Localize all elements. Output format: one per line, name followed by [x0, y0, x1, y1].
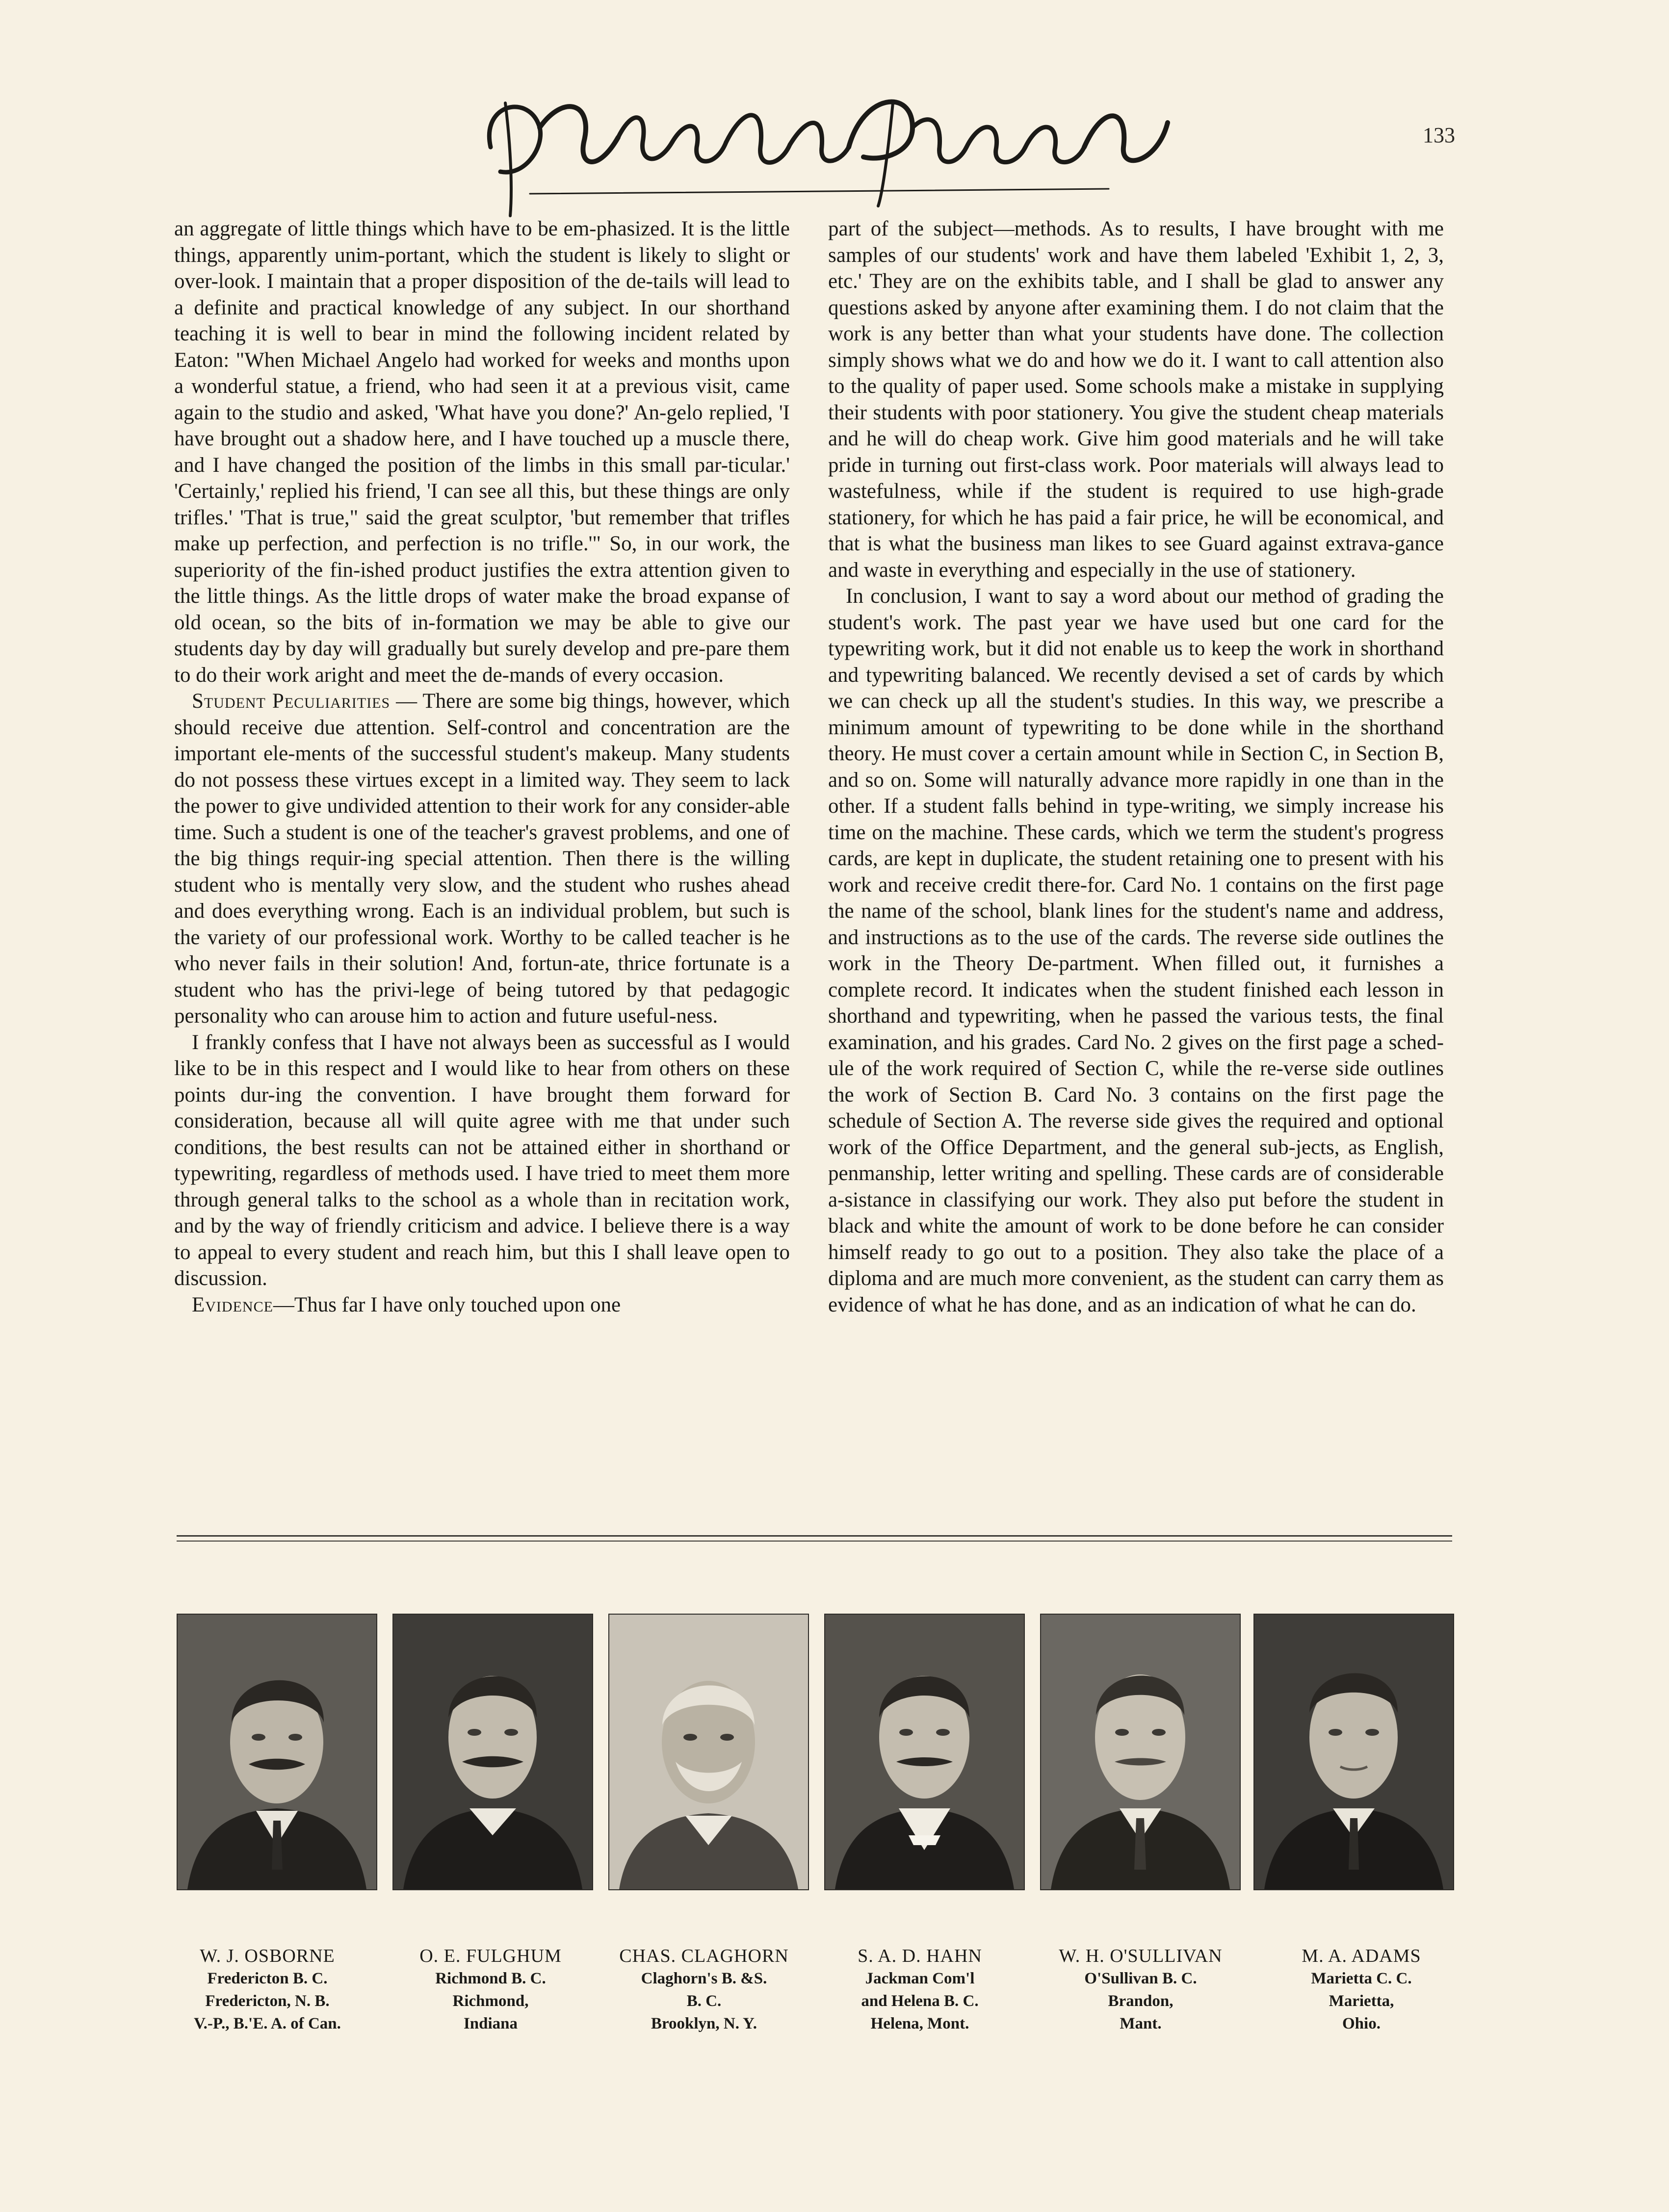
man-portrait-icon [609, 1615, 808, 1889]
paragraph-conclusion: In conclusion, I want to say a word about our method of grading the student's work. The past year we have used but one card for the typewriting work, but it did not enable us to keep the work in shorthand and typewriting balanced. We recently devised a set of cards by which we can check up all the student's studies. In this way, we prescribe a minimum amount of typewriting to be done while in the shorthand theory. He must cover a certain amount while in Section C, in Section B, and so on. Some will naturally advance more rapidly in one than in the other. If a student falls behind in type-writing, we simply increase his time on the machine. These cards, which we term the student's progress cards, are kept in duplicate, the student retaining one to present with his work and receive credit there-for. Card No. 1 contains on the first page the name of the school, blank lines for the student's name and address, and instructions as to the use of the cards. The reverse side outlines the work in the Theory De-partment. When filled out, it furnishes a complete record. It indicates when the student finished each lesson in shorthand and typewriting, when he passed the various tests, the final examination, and his grades. Card No. 2 gives on the first page a sched-ule of the work required of Section C, while the re-verse side outlines the work of Section B. Card No. 3 contains on the first page the schedule of Section A. The reverse side gives the required and optional work of the Office Department, and the general sub-jects, as English, penmanship, letter writing and spelling. These cards are of considerable a-sistance in classifying our work. They also put before the student in black and white the amount of work to be done before he can consider himself ready to go out to a position. They also take the place of a diploma and are much more convenient, as the student can carry them as evidence of what he has done, and as an indication of what he can do. [828, 585, 1444, 1316]
man-portrait-icon [393, 1615, 592, 1889]
caption-hahn [814, 1945, 1025, 2035]
caption-name: CHAS. CLAGHORN [619, 1946, 789, 1966]
portrait-captions [147, 1945, 1472, 2043]
divider-rule-top [177, 1535, 1452, 1537]
portrait-photo-claghorn [608, 1614, 809, 1890]
portrait-photo-fulghum [392, 1614, 593, 1890]
caption-fulghum [385, 1945, 596, 2035]
divider-rule-bottom [177, 1541, 1452, 1542]
text-student-peculiarities: — There are some big things, however, which should receive due attention. Self-control and concentration are the important ele-ments of the successful student's makeup. Many students do not possess these virtues except in a limited way. They seem to lack the power to give undivided attention to their work for any consider-able time. Such a student is one of the teacher's gravest problems, and one of the big things requir-ing special attention. Then there is the willing student who is mentally very slow, and the student who rushes ahead and does everything wrong. Each is an individual problem, but such is the variety of our professional work. Worthy to be called teacher is he who never fails in their solution! And, fortun-ate, thrice fortunate is a student who has the privi-lege of being tutored by that pedagogic personality who can arouse him to action and future useful-ness. [174, 690, 790, 1028]
man-portrait-icon [1254, 1615, 1453, 1889]
caption-name: S. A. D. HAHN [858, 1946, 982, 1966]
portrait-photo-osborne [177, 1614, 377, 1890]
portrait-photo-hahn [824, 1614, 1025, 1890]
section-divider [177, 1535, 1452, 1545]
caption-adams [1256, 1945, 1467, 2035]
caption-line: Richmond B. C. [435, 1970, 546, 1987]
caption-line: and Helena B. C. [861, 1992, 979, 2010]
portrait-photo-adams [1253, 1614, 1454, 1890]
caption-osullivan [1035, 1945, 1246, 2035]
man-portrait-icon [1041, 1615, 1240, 1889]
man-portrait-icon [825, 1615, 1024, 1889]
caption-line: Richmond, [452, 1992, 529, 2010]
caption-line: Mant. [1120, 2015, 1162, 2032]
portrait-photo-osullivan [1040, 1614, 1241, 1890]
page-number: 133 [1423, 123, 1455, 147]
caption-osborne [162, 1945, 373, 2035]
caption-line: Indiana [463, 2015, 518, 2032]
caption-line: Fredericton B. C. [207, 1970, 328, 1987]
text-evidence: —Thus far I have only touched upon one [273, 1293, 621, 1316]
caption-line: B. C. [686, 1992, 722, 2010]
caption-line: V.-P., B.'E. A. of Can. [194, 2015, 341, 2032]
portrait-row [177, 1614, 1452, 1888]
paragraph-evidence [174, 1292, 790, 1318]
masthead-logo [471, 74, 1182, 221]
western-penman-script-logo [471, 74, 1182, 221]
caption-line: Marietta C. C. [1311, 1970, 1412, 1987]
caption-line: Ohio. [1342, 2015, 1381, 2032]
caption-line: O'Sullivan B. C. [1084, 1970, 1197, 1987]
caption-name: O. E. FULGHUM [419, 1946, 562, 1966]
heading-student-peculiarities: Student Peculiarities [192, 690, 391, 713]
caption-claghorn [599, 1945, 809, 2035]
right-text-column [828, 216, 1444, 1318]
caption-name: M. A. ADAMS [1302, 1946, 1421, 1966]
paragraph-methods: part of the subject—methods. As to results, I have brought with me samples of our students' work and have them labeled 'Exhibit 1, 2, 3, etc.' They are on the exhibits table, and I shall be glad to answer any questions asked by anyone after examining them. I do not claim that the work is any better than what your students have done. The collection simply shows what we do and how we do it. I want to call attention also to the quality of paper used. Some schools make a mistake in supplying their students with poor stationery. You give the student cheap materials and he will do cheap work. Give him good materials and he will take pride in turning out first-class work. Poor materials will always lead to wastefulness, while if the student is required to use high-grade stationery, for which he has paid a fair price, he will be economical, and that is what the business man likes to see Guard against extrava-gance and waste in everything and especially in the use of stationery. [828, 217, 1444, 582]
caption-line: Claghorn's B. &S. [641, 1970, 767, 1987]
man-portrait-icon [178, 1615, 376, 1889]
caption-name: W. H. O'SULLIVAN [1059, 1946, 1223, 1966]
caption-name: W. J. OSBORNE [200, 1946, 335, 1966]
paragraph-frankly-confess: I frankly confess that I have not always been as successful as I would like to be in this respect and I would like to hear from others on these points dur-ing the convention. I have brought them forward for consideration, because all will quite agree with me that under such conditions, the best results can not be attained either in shorthand or typewriting, regardless of methods used. I have tried to meet them more through general talks to the school as a whole than in recitation work, and by the way of friendly criticism and advice. I believe there is a way to appeal to every student and reach him, but this I shall leave open to discussion. [174, 1030, 790, 1290]
left-text-column [174, 216, 790, 1318]
heading-evidence: Evidence [192, 1293, 273, 1316]
caption-line: Helena, Mont. [870, 2015, 969, 2032]
paragraph-aggregate: an aggregate of little things which have to be em-phasized. It is the little things, apparently unim-portant, which the student is likely to slight or over-look. I maintain that a proper disposition of the de-tails will lead to a definite and practical knowledge of any subject. In our shorthand teaching it is well to bear in mind the following incident related by Eaton: "When Michael Angelo had worked for weeks and months upon a wonderful statue, a friend, who had seen it at a previous visit, came again to the studio and asked, 'What have you done?' An-gelo replied, 'I have brought out a shadow here, and I have touched up a muscle there, and I have changed the position of the limbs in this small par-ticular.' 'Certainly,' replied his friend, 'I can see all this, but these things are only trifles.' 'That is true," said the great sculptor, 'but remember that trifles make up perfection, and perfection is no trifle.'" So, in our work, the superiority of the fin-ished product justifies the extra attention given to the little things. As the little drops of water make the broad expanse of old ocean, so the bits of in-formation we may be able to give our students day by day will gradually but surely develop and pre-pare them to do their work aright and meet the de-mands of every occasion. [174, 217, 790, 687]
caption-line: Jackman Com'l [865, 1970, 975, 1987]
caption-line: Brooklyn, N. Y. [651, 2015, 757, 2032]
paragraph-student-peculiarities [174, 688, 790, 1029]
caption-line: Brandon, [1108, 1992, 1174, 2010]
caption-line: Fredericton, N. B. [205, 1992, 330, 2010]
caption-line: Marietta, [1329, 1992, 1394, 2010]
